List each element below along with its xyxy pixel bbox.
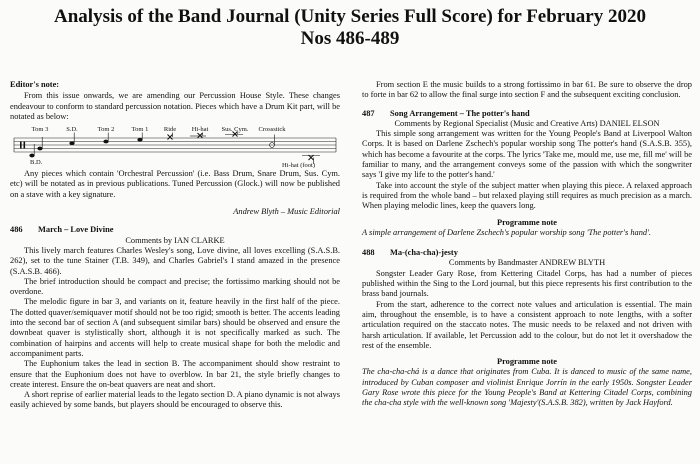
section-487-p2: Take into account the style of the subject matter when playing this piece. A relaxed approach is required from the whole band – but relaxed playing still requires as much precision as a march. When playing melodic lines, keep the quavers long. <box>362 180 692 211</box>
section-488-title: Ma-(cha-cha)-jesty <box>390 248 458 258</box>
note-ride <box>168 135 173 140</box>
note-tom3 <box>38 147 43 150</box>
right-column <box>362 80 692 409</box>
staff-label-hihat-foot: Hi-hat (foot) <box>282 162 316 169</box>
section-488-number: 488 <box>362 248 375 258</box>
section-486-continued: From section E the music builds to a strong fortissimo in bar 61. Be sure to observe the drop to forte in bar 62 to allow the final surge into section F and the subsequent exciting conclusion. <box>362 80 692 100</box>
staff-lines <box>14 138 336 152</box>
section-487-number: 487 <box>362 108 375 118</box>
title-line-2: Nos 486-489 <box>300 28 400 49</box>
note-tom1 <box>138 138 143 141</box>
section-486-heading <box>10 225 340 235</box>
editor-note-p2: Any pieces which contain 'Orchestral Percussion' (i.e. Bass Drum, Snare Drum, Sus. Cym. etc) will be notated as in previous publications. Tuned Percussion (Glock.) will now be published on a stave with a key signature. <box>10 169 340 199</box>
section-488-programme-note: The cha-cha-chá is a dance that originates from Cuba. It is danced to music of the same name, introduced by Cuban composer and violinist Enrique Jorrín in the early 1950s. Songster Leader Gary Rose wrote this piece for the Young People's Band at Kettering Citadel Corps, combining the cha-cha style with the well-known song 'Majesty'(S.A.S.B. 382), written by Jack Hayford. <box>362 367 692 408</box>
staff-label-tom1: Tom 1 <box>131 126 149 134</box>
section-486-title: March – Love Divine <box>38 225 114 235</box>
section-487-comments: Comments by Regional Specialist (Music and Creative Arts) DANIEL ELSON <box>394 118 660 128</box>
editor-note-p1: From this issue onwards, we are amending our Percussion House Style. These changes endeavour to conform to standard percussion notation. Pieces which have a Drum Kit part, will be notated as below: <box>10 91 340 121</box>
title-line-1: Analysis of the Band Journal (Unity Series Full Score) for February 2020 <box>54 6 646 27</box>
staff-label-crossstick: Crossstick <box>258 126 286 134</box>
note-snare <box>70 142 75 145</box>
note-bass-drum <box>30 154 35 157</box>
section-487-heading <box>362 109 692 119</box>
section-486-comments: Comments by IAN CLARKE <box>125 235 225 245</box>
editor-signature: Andrew Blyth – Music Editorial <box>233 207 340 217</box>
section-486-p2: The brief introduction should be compact and precise; the fortissimo marking should not be overdone. <box>10 276 340 297</box>
staff-notes <box>30 132 320 165</box>
section-487-p1: This simple song arrangement was written for the Young People's Band at Liverpool Walton Corps. It is based on Darlene Zschech's popular worship song The potter's hand (S.A.S.B. 355), which has become a favourite at the corps. The lyrics 'Take me, mould me, use me, fill me' will be familiar to many, and the arrangement conveys some of the passion with which the songwriter says 'I give my life to the potter's hand.' <box>362 129 692 180</box>
section-486-p4: The Euphonium takes the lead in section B. The accompaniment should show restraint to ensure that the Euphonium does not have to overblow. In bar 21, the style briefly changes to create interest. Ensure the on-beat quavers are neat and short. <box>10 359 340 389</box>
section-488-p2: From the start, adherence to the correct note values and articulation is essential. The main aim, throughout the ensemble, is to have a consistent approach to note lengths, with a softer articulation required on the staccato notes. The music needs to be relaxed and not driven with harsh articulation. If available, let Percussion add to the colour, but do not let it overshadow the rest of the ensemble. <box>362 299 692 350</box>
note-hihat <box>198 133 203 138</box>
section-486-p5: A short reprise of earlier material leads to the legato section D. A piano dynamic is not always easily achieved by some bands, but players should be encouraged to observe this. <box>10 390 340 410</box>
section-486-p3: The melodic figure in bar 3, and variants on it, feature heavily in the first half of the piece. The dotted quaver/semiquaver motif should not be too rigid; smooth is better. The accents leading into the second bar of section A (and subsequent similar bars) should be observed and ensure the downbeat quaver is stylistically short, although it is not specifically marked as such. The combination of hairpins and accents will help to create musical shape for both the melodic and accompaniment parts. <box>10 297 340 358</box>
section-486-number: 486 <box>10 225 23 235</box>
left-column <box>10 80 340 411</box>
page-title <box>0 6 700 50</box>
editor-note-label: Editor's note: <box>10 80 60 89</box>
staff-label-ride: Ride <box>163 126 177 134</box>
section-487-programme-note-label: Programme note <box>496 217 558 227</box>
section-487-title: Song Arrangement – The potter's hand <box>390 108 530 118</box>
staff-label-sus-cym: Sus. Cym. <box>221 126 249 134</box>
section-487-programme-note: A simple arrangement of Darlene Zschech's popular worship song 'The potter's hand'. <box>362 227 651 237</box>
note-tom2 <box>104 140 109 143</box>
staff-label-tom3: Tom 3 <box>31 126 49 134</box>
section-488-heading <box>362 248 692 258</box>
staff-label-sd: S.D. <box>66 126 78 134</box>
section-486-p1: This lively march features Charles Wesley's song, Love divine, all loves excelling (S.A.S.B. 262), set to the tune Stainer (T.B. 349), and Charles Gabriel's I stand amazed in the presence (S.A.S.B. 466). <box>10 245 340 276</box>
staff-label-tom2: Tom 2 <box>97 126 115 134</box>
staff-label-bd: B.D. <box>30 159 43 167</box>
section-488-comments: Comments by Bandmaster ANDREW BLYTH <box>448 258 606 268</box>
section-488-programme-note-label: Programme note <box>496 357 558 367</box>
section-488-p1: Songster Leader Gary Rose, from Kettering Citadel Corps, has had a number of pieces published within the Sing to the Lord journal, but this piece represents his first contribution to the brass band journals. <box>362 268 692 299</box>
staff-label-hihat: Hi-hat <box>191 126 209 134</box>
drum-kit-staff <box>10 124 340 168</box>
